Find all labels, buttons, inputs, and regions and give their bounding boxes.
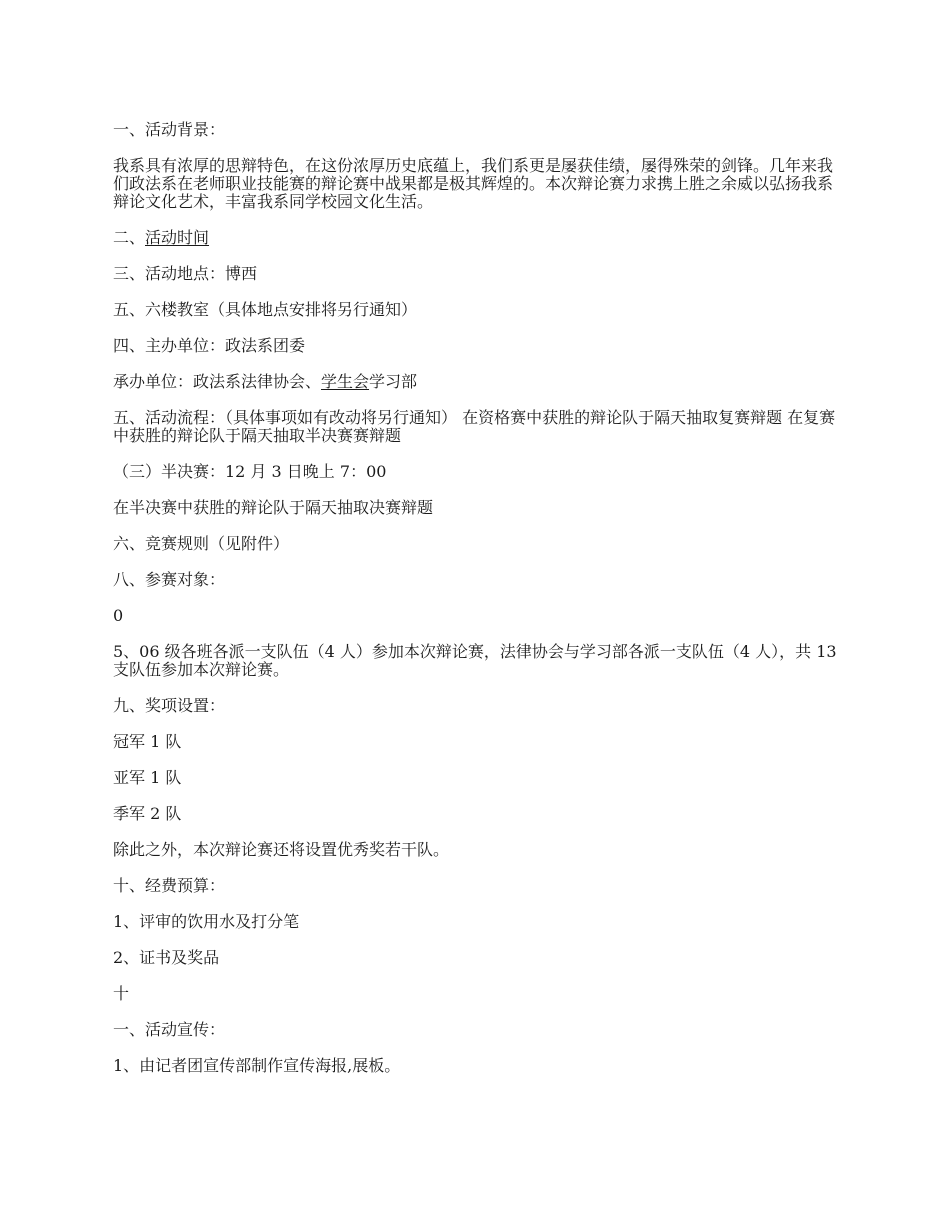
section-heading-location: 三、活动地点：博西 (113, 264, 258, 283)
stray-zero: 0 (113, 606, 124, 625)
co-organizer-suffix: 学习部 (369, 372, 418, 391)
semifinal-schedule: （三）半决赛：12 月 3 日晚上 7：00 (113, 462, 387, 481)
award-runner-up: 亚军 1 队 (113, 768, 182, 787)
final-topic-note: 在半决赛中获胜的辩论队于隔天抽取决赛辩题 (113, 498, 434, 517)
award-champion: 冠军 1 队 (113, 732, 182, 751)
budget-item-2: 2、证书及奖品 (113, 948, 220, 967)
award-excellence: 除此之外，本次辩论赛还将设置优秀奖若干队。 (113, 840, 450, 859)
section-heading-process: 五、活动流程：（具体事项如有改动将另行通知） 在资格赛中获胜的辩论队于隔天抽取复赛辩题 在复赛中获胜的辩论队于隔天抽取半决赛赛辩题 (113, 408, 836, 445)
section-heading-participants: 八、参赛对象： (113, 570, 226, 589)
section-heading-background: 一、活动背景： (113, 120, 226, 139)
section-heading-awards: 九、奖项设置： (113, 696, 226, 715)
publicity-item-1: 1、由记者团宣传部制作宣传海报,展板。 (113, 1056, 401, 1075)
location-detail: 五、六楼教室（具体地点安排将另行通知） (113, 300, 418, 319)
co-organizer-prefix: 承办单位：政法系法律协会、 (113, 372, 322, 391)
document-page (113, 121, 843, 1093)
section-heading-rules: 六、竞赛规则（见附件） (113, 534, 290, 553)
co-organizer-line (113, 373, 843, 391)
activity-time-link[interactable]: 活动时间 (145, 228, 210, 247)
participants-paragraph: 5、06 级各班各派一支队伍（4 人）参加本次辩论赛，法律协会与学习部各派一支队伍（4 人），共 13 支队伍参加本次辩论赛。 (113, 642, 837, 679)
award-third-place: 季军 2 队 (113, 804, 182, 823)
section-heading-organizer: 四、主办单位：政法系团委 (113, 336, 306, 355)
section-heading-time (113, 229, 843, 247)
student-union-link[interactable]: 学生会 (321, 372, 370, 391)
section-number-ten: 十 (113, 984, 130, 1003)
section-heading-budget: 十、经费预算： (113, 876, 226, 895)
background-paragraph: 我系具有浓厚的思辩特色，在这份浓厚历史底蕴上，我们系更是屡获佳绩，屡得殊荣的剑锋。几年来我们政法系在老师职业技能赛的辩论赛中战果都是极其辉煌的。本次辩论赛力求携上胜之余威以弘扬我系辩论文化艺术，丰富我系同学校园文化生活。 (113, 156, 834, 211)
section-heading-publicity: 一、活动宣传： (113, 1020, 226, 1039)
time-prefix: 二、 (113, 228, 146, 247)
budget-item-1: 1、评审的饮用水及打分笔 (113, 912, 300, 931)
